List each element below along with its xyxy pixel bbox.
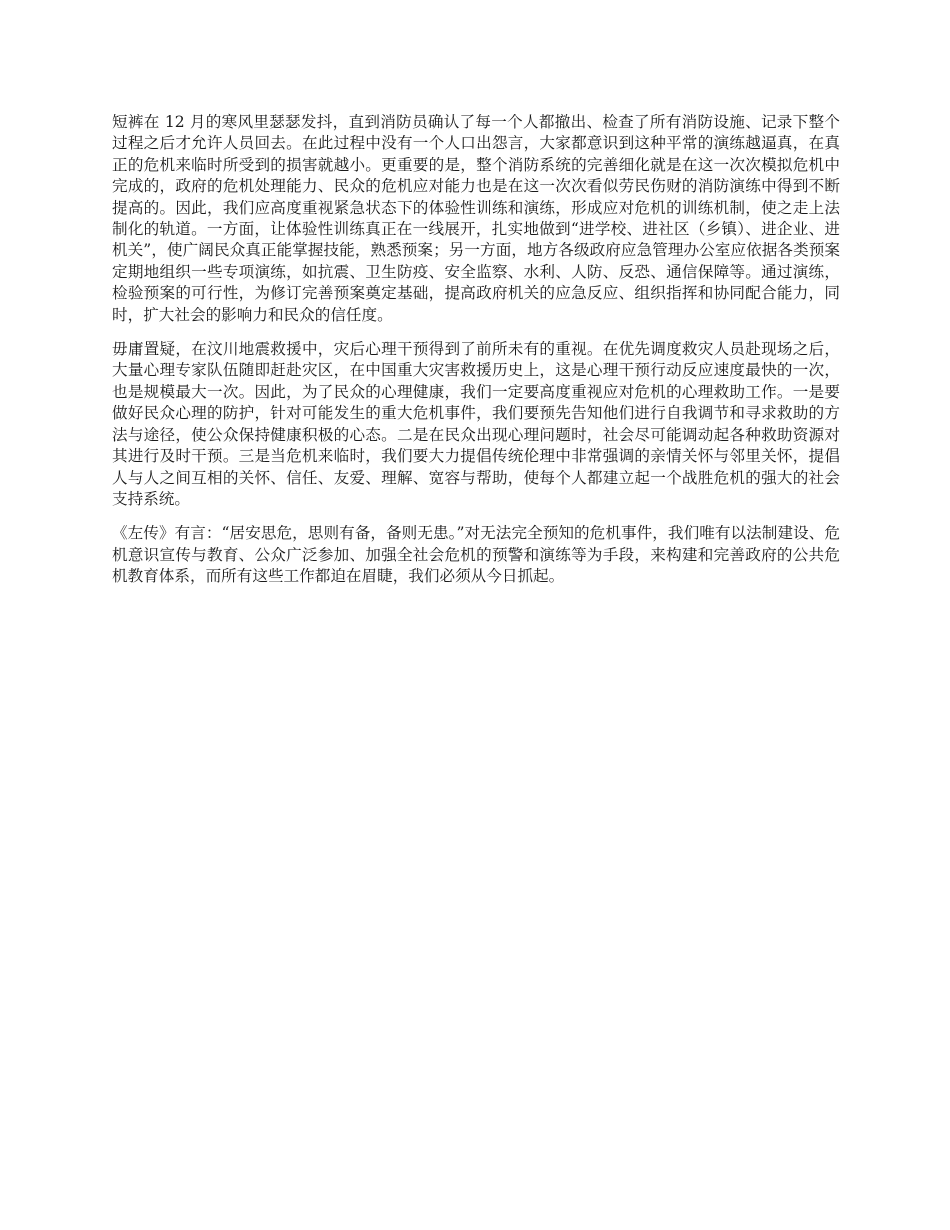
paragraph-1: 短裤在 12 月的寒风里瑟瑟发抖，直到消防员确认了每一个人都撤出、检查了所有消防设施、记录下整个过程之后才允许人员回去。在此过程中没有一个人口出怨言，大家都意识到这种平常的演练越逼真，在真正的危机来临时所受到的损害就越小。更重要的是，整个消防系统的完善细化就是在这一次次模拟危机中完成的，政府的危机处理能力、民众的危机应对能力也是在这一次次看似劳民伤财的消防演练中得到不断提高的。因此，我们应高度重视紧急状态下的体验性训练和演练，形成应对危机的训练机制，使之走上法制化的轨道。一方面，让体验性训练真正在一线展开，扎实地做到“进学校、进社区（乡镇）、进企业、进机关”，使广阔民众真正能掌握技能，熟悉预案；另一方面，地方各级政府应急管理办公室应依据各类预案定期地组织一些专项演练，如抗震、卫生防疫、安全监察、水利、人防、反恐、通信保障等。通过演练，检验预案的可行性，为修订完善预案奠定基础，提高政府机关的应急反应、组织指挥和协同配合能力，同时，扩大社会的影响力和民众的信任度。 (112, 113, 840, 324)
document-page (112, 112, 840, 601)
paragraph-3: 《左传》有言：“居安思危，思则有备，备则无患。”对无法完全预知的危机事件，我们唯有以法制建设、危机意识宣传与教育、公众广泛参加、加强全社会危机的预警和演练等为手段，来构建和完善政府的公共危机教育体系，而所有这些工作都迫在眉睫，我们必须从今日抓起。 (112, 524, 840, 586)
paragraph-2: 毋庸置疑，在汶川地震救援中，灾后心理干预得到了前所未有的重视。在优先调度救灾人员赴现场之后，大量心理专家队伍随即赶赴灾区，在中国重大灾害救援历史上，这是心理干预行动反应速度最快的一次，也是规模最大一次。因此，为了民众的心理健康，我们一定要高度重视应对危机的心理救助工作。一是要做好民众心理的防护，针对可能发生的重大危机事件，我们要预先告知他们进行自我调节和寻求救助的方法与途径，使公众保持健康积极的心态。二是在民众出现心理问题时，社会尽可能调动起各种救助资源对其进行及时干预。三是当危机来临时，我们要大力提倡传统伦理中非常强调的亲情关怀与邻里关怀，提倡人与人之间互相的关怀、信任、友爱、理解、宽容与帮助，使每个人都建立起一个战胜危机的强大的社会支持系统。 (112, 340, 840, 508)
